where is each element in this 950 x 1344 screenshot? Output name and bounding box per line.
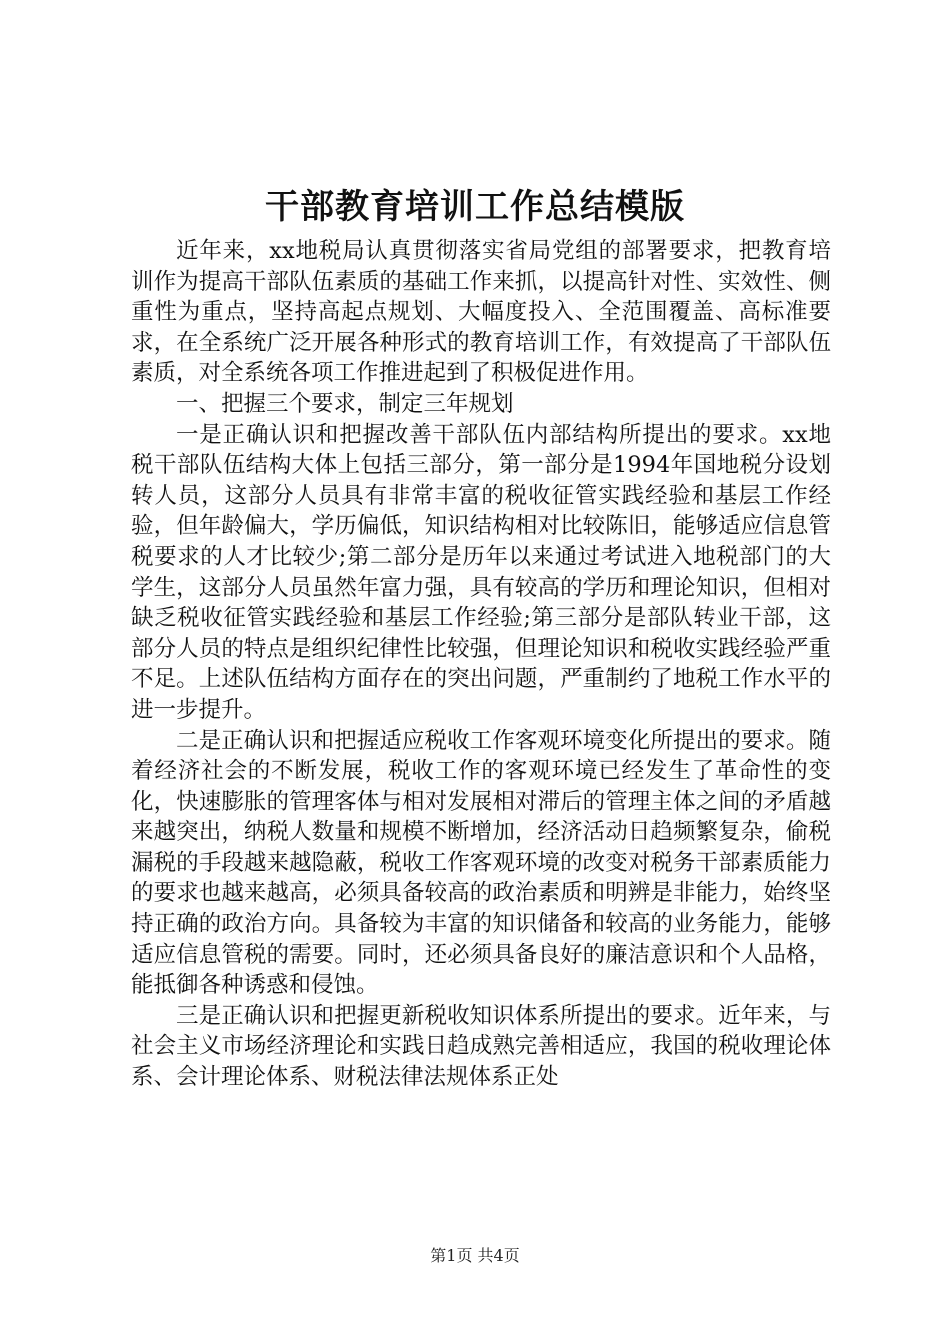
paragraph-requirement-3: 三是正确认识和把握更新税收知识体系所提出的要求。近年来，与社会主义市场经济理论和实践日趋成熟完善相适应，我国的税收理论体系、会计理论体系、财税法律法规体系正处 bbox=[131, 1002, 831, 1091]
document-title: 干部教育培训工作总结模版 bbox=[265, 187, 685, 227]
paragraph-requirement-1: 一是正确认识和把握改善干部队伍内部结构所提出的要求。xx地税干部队伍结构大体上包括三部分，第一部分是1994年国地税分设划转人员，这部分人员具有非常丰富的税收征管实践经验和基层工作经验，但年龄偏大，学历偏低，知识结构相对比较陈旧，能够适应信息管税要求的人才比较少;第二部分是历年以来通过考试进入地税部门的大学生，这部分人员虽然年富力强，具有较高的学历和理论知识，但相对缺乏税收征管实践经验和基层工作经验;第三部分是部队转业干部，这部分人员的特点是组织纪律性比较强，但理论知识和税收实践经验严重不足。上述队伍结构方面存在的突出问题，严重制约了地税工作水平的进一步提升。 bbox=[131, 421, 831, 723]
document-body bbox=[131, 236, 831, 1093]
paragraph-intro: 近年来，xx地税局认真贯彻落实省局党组的部署要求，把教育培训作为提高干部队伍素质的基础工作来抓，以提高针对性、实效性、侧重性为重点，坚持高起点规划、大幅度投入、全范围覆盖、高标准要求，在全系统广泛开展各种形式的教育培训工作，有效提高了干部队伍素质，对全系统各项工作推进起到了积极促进作用。 bbox=[131, 238, 831, 387]
paragraph-requirement-2: 二是正确认识和把握适应税收工作客观环境变化所提出的要求。随着经济社会的不断发展，税收工作的客观环境已经发生了革命性的变化，快速膨胀的管理客体与相对发展相对滞后的管理主体之间的矛盾越来越突出，纳税人数量和规模不断增加，经济活动日趋频繁复杂，偷税漏税的手段越来越隐蔽，税收工作客观环境的改变对税务干部素质能力的要求也越来越高，必须具备较高的政治素质和明辨是非能力，始终坚持正确的政治方向。具备较为丰富的知识储备和较高的业务能力，能够适应信息管税的需要。同时，还必须具备良好的廉洁意识和个人品格，能抵御各种诱惑和侵蚀。 bbox=[131, 727, 831, 999]
section-heading-1: 一、把握三个要求，制定三年规划 bbox=[176, 390, 514, 417]
page-footer: 第1页 共4页 bbox=[430, 1246, 520, 1265]
